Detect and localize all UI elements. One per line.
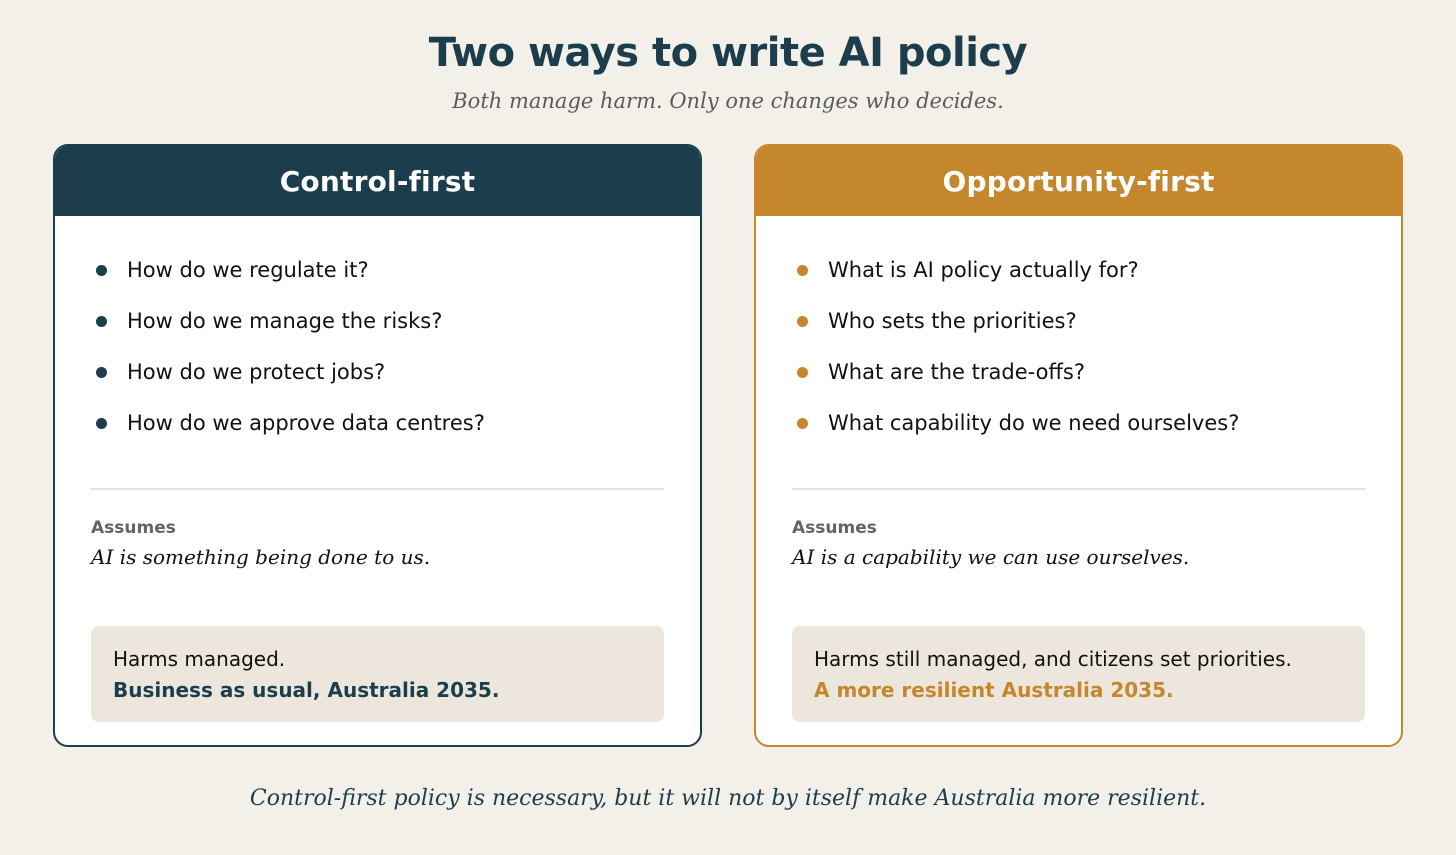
bullet-icon (797, 316, 808, 327)
list-item (95, 301, 485, 352)
question-text: What capability do we need ourselves? (828, 411, 1240, 435)
question-text: Who sets the priorities? (828, 309, 1077, 333)
bullet-icon (797, 265, 808, 276)
outcome-line: Harms managed. (113, 647, 286, 671)
assumes-label: Assumes (91, 518, 176, 538)
assumes-text: AI is something being done to us. (91, 545, 431, 569)
outcome-box (792, 626, 1365, 722)
footer-note: Control-first policy is necessary, but it will not by itself make Australia more resilient. (249, 786, 1207, 811)
bullet-icon (96, 418, 107, 429)
control-first-heading: Control-first (55, 146, 700, 216)
divider (792, 488, 1365, 490)
bullet-icon (96, 265, 107, 276)
opportunity-first-card (754, 144, 1403, 747)
assumes-text: AI is a capability we can use ourselves. (792, 545, 1190, 569)
bullet-icon (797, 367, 808, 378)
assumes-label: Assumes (792, 518, 877, 538)
outcome-result: A more resilient Australia 2035. (814, 678, 1174, 702)
question-text: How do we manage the risks? (127, 309, 443, 333)
page-subtitle: Both manage harm. Only one changes who decides. (452, 89, 1004, 113)
list-item (796, 250, 1239, 301)
bullet-icon (96, 316, 107, 327)
list-item (95, 352, 485, 403)
divider (91, 488, 664, 490)
opportunity-first-question-list (796, 250, 1239, 454)
question-text: What are the trade-offs? (828, 360, 1085, 384)
list-item (796, 352, 1239, 403)
question-text: How do we protect jobs? (127, 360, 386, 384)
bullet-icon (96, 367, 107, 378)
question-text: How do we approve data centres? (127, 411, 485, 435)
control-first-question-list (95, 250, 485, 454)
page-title: Two ways to write AI policy (428, 30, 1028, 76)
question-text: What is AI policy actually for? (828, 258, 1139, 282)
list-item (796, 403, 1239, 454)
outcome-line: Harms still managed, and citizens set priorities. (814, 647, 1292, 671)
opportunity-first-heading: Opportunity-first (756, 146, 1401, 216)
outcome-result: Business as usual, Australia 2035. (113, 678, 500, 702)
list-item (95, 403, 485, 454)
list-item (796, 301, 1239, 352)
control-first-card (53, 144, 702, 747)
outcome-box (91, 626, 664, 722)
question-text: How do we regulate it? (127, 258, 369, 282)
bullet-icon (797, 418, 808, 429)
list-item (95, 250, 485, 301)
